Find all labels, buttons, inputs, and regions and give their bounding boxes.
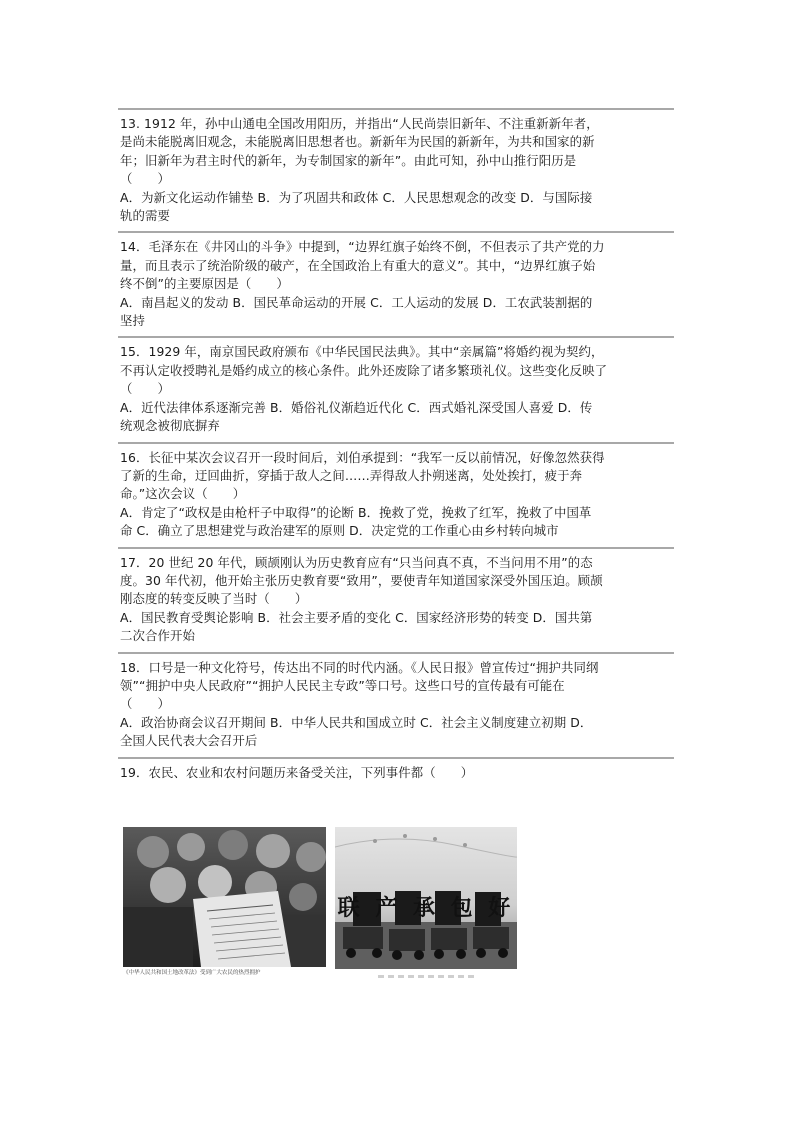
question-line: 15．1929 年，南京国民政府颁布《中华民国民法典》。其中“亲属篇”将婚约视为契约， <box>120 344 604 360</box>
land-reform-photo-art <box>123 827 326 967</box>
question-line: （ ） <box>120 171 170 187</box>
question-line: 了新的生命，迂回曲折，穿插于敌人之间……弄得敌人扑朔迷离，处处挨打，疲于奔 <box>120 467 583 483</box>
question-line: 19．农民、农业和农村问题历来备受关注，下列事件都（ ） <box>120 764 474 780</box>
question-options: 统观念被彻底摒弃 <box>120 418 220 434</box>
question-15 <box>118 336 674 441</box>
question-options: 坚持 <box>120 313 145 329</box>
question-19 <box>118 757 674 782</box>
banner-text: 联 产 承 包 好 <box>337 896 515 921</box>
question-options: 全国人民代表大会召开后 <box>120 733 258 749</box>
question-line: 13. 1912 年，孙中山通电全国改用阳历，并指出“人民尚崇旧新年、不注重新新年者， <box>120 116 599 131</box>
question-options: A．南昌起义的发动 B．国民革命运动的开展 C．工人运动的发展 D．工农武装割据的 <box>120 294 593 310</box>
contract-responsibility-photo <box>335 827 517 969</box>
question-options: 二次合作开始 <box>120 628 195 644</box>
question-options: 轨的需要 <box>120 208 170 224</box>
question-line: 是尚未能脱离旧观念，未能脱离旧思想者也。新新年为民国的新新年，为共和国家的新 <box>120 134 595 150</box>
figure-photos <box>123 827 523 987</box>
question-16 <box>118 442 674 547</box>
land-reform-caption: 《中华人民共和国土地改革法》受到广大农民的热烈拥护 <box>123 970 261 976</box>
contract-responsibility-photo-art <box>335 827 517 969</box>
question-line: 终不倒”的主要原因是（ ） <box>120 276 289 292</box>
question-line: （ ） <box>120 381 170 397</box>
land-reform-photo <box>123 827 326 967</box>
question-18 <box>118 652 674 757</box>
question-line: 度。30 年代初，他开始主张历史教育要“致用”，要使青年知道国家深受外国压迫。顾颉 <box>120 572 603 588</box>
question-options: 命 C．确立了思想建党与政治建军的原则 D．决定党的工作重心由乡村转向城市 <box>120 523 559 539</box>
question-line: （ ） <box>120 696 170 712</box>
question-14 <box>118 231 674 336</box>
question-options: A．为新文化运动作铺垫 B．为了巩固共和政体 C．人民思想观念的改变 D．与国际接 <box>120 189 593 205</box>
question-line: 17．20 世纪 20 年代，顾颉刚认为历史教育应有“只当问真不真，不当问用不用”的态 <box>120 554 593 570</box>
question-list <box>118 108 674 782</box>
question-options: A．国民教育受舆论影响 B．社会主要矛盾的变化 C．国家经济形势的转变 D．国共第 <box>120 609 593 625</box>
question-17 <box>118 547 674 652</box>
question-line: 刚态度的转变反映了当时（ ） <box>120 591 308 607</box>
question-line: 年；旧新年为君主时代的新年，为专制国家的新年”。由此可知，孙中山推行阳历是 <box>120 152 577 168</box>
question-options: A．近代法律体系逐渐完善 B．婚俗礼仪渐趋近代化 C．西式婚礼深受国人喜爱 D．传 <box>120 399 593 415</box>
question-line: 量，而且表示了统治阶级的破产，在全国政治上有重大的意义”。其中，“边界红旗子始 <box>120 257 596 273</box>
question-options: A．肯定了“政权是由枪杆子中取得”的论断 B．挽救了党，挽救了红军，挽救了中国革 <box>120 504 592 520</box>
question-line: 领”“拥护中央人民政府”“拥护人民民主专政”等口号。这些口号的宣传最有可能在 <box>120 677 565 693</box>
question-line: 14．毛泽东在《井冈山的斗争》中提到，“边界红旗子始终不倒，不但表示了共产党的力 <box>120 239 605 255</box>
question-line: 命。”这次会议（ ） <box>120 486 246 502</box>
faded-caption <box>378 975 478 978</box>
question-13 <box>118 108 674 231</box>
question-options: A．政治协商会议召开期间 B．中华人民共和国成立时 C．社会主义制度建立初期 D． <box>120 714 593 730</box>
question-line: 18．口号是一种文化符号，传达出不同的时代内涵。《人民日报》曾宣传过“拥护共同纲 <box>120 659 599 675</box>
question-line: 16．长征中某次会议召开一段时间后，刘伯承提到：“我军一反以前情况，好像忽然获得 <box>120 449 605 465</box>
question-line: 不再认定收授聘礼是婚约成立的核心条件。此外还废除了诸多繁琐礼仪。这些变化反映了 <box>120 362 608 378</box>
